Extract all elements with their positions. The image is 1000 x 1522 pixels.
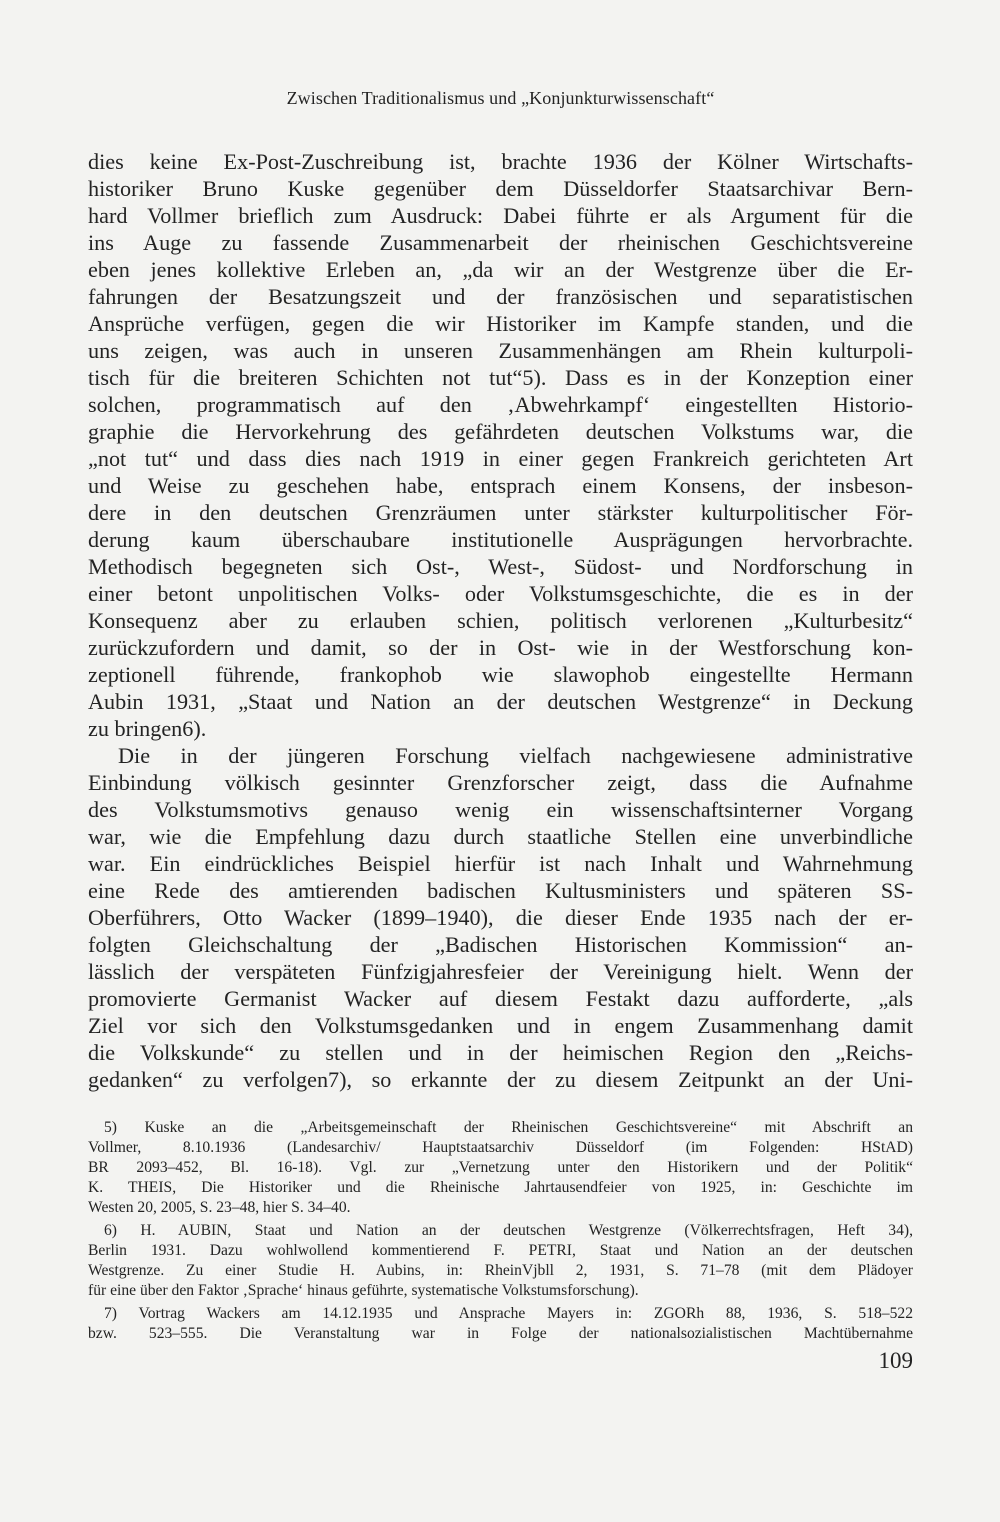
footnote-line: Vollmer, 8.10.1936 (Landesarchiv/ Hauptstaatsarchiv Düsseldorf (im Folgenden: HStAD) bbox=[88, 1139, 913, 1156]
body-line: dies keine Ex-Post-Zuschreibung ist, brachte 1936 der Kölner Wirtschafts- bbox=[88, 149, 913, 174]
body-line: eine Rede des amtierenden badischen Kultusministers und späteren SS- bbox=[88, 878, 913, 903]
footnote-line: Westgrenze. Zu einer Studie H. Aubins, in: RheinVjbll 2, 1931, S. 71–78 (mit dem Plädoyer bbox=[88, 1262, 913, 1279]
body-line: uns zeigen, was auch in unseren Zusammenhängen am Rhein kulturpoli- bbox=[88, 338, 913, 363]
body-line: war, wie die Empfehlung dazu durch staatliche Stellen eine unverbindliche bbox=[88, 824, 913, 849]
body-line: ins Auge zu fassende Zusammenarbeit der rheinischen Geschichtsvereine bbox=[88, 230, 913, 255]
body-line: zeptionell führende, frankophob wie slawophob eingestellte Hermann bbox=[88, 662, 913, 687]
body-line: hard Vollmer brieflich zum Ausdruck: Dabei führte er als Argument für die bbox=[88, 203, 913, 228]
footnote-line: Berlin 1931. Dazu wohlwollend kommentierend F. PETRI, Staat und Nation an der deutschen bbox=[88, 1242, 913, 1259]
paragraph-start-line: Die in der jüngeren Forschung vielfach nachgewiesene administrative bbox=[118, 743, 913, 768]
body-line: und Weise zu geschehen habe, entsprach einem Konsens, der insbeson- bbox=[88, 473, 913, 498]
body-line: promovierte Germanist Wacker auf diesem Festakt dazu aufforderte, „als bbox=[88, 986, 913, 1011]
body-line: Aubin 1931, „Staat und Nation an der deutschen Westgrenze“ in Deckung bbox=[88, 689, 913, 714]
body-line: historiker Bruno Kuske gegenüber dem Düsseldorfer Staatsarchivar Bern- bbox=[88, 176, 913, 201]
body-line: einer betont unpolitischen Volks- oder Volkstumsgeschichte, die es in der bbox=[88, 581, 913, 606]
body-line: Ansprüche verfügen, gegen die wir Historiker im Kampfe standen, und die bbox=[88, 311, 913, 336]
body-line: folgten Gleichschaltung der „Badischen Historischen Kommission“ an- bbox=[88, 932, 913, 957]
body-line: Konsequenz aber zu erlauben schien, politisch verlorenen „Kulturbesitz“ bbox=[88, 608, 913, 633]
body-line: Einbindung völkisch gesinnter Grenzforscher zeigt, dass die Aufnahme bbox=[88, 770, 913, 795]
body-line: des Volkstumsmotivs genauso wenig ein wissenschaftsinterner Vorgang bbox=[88, 797, 913, 822]
body-line: Ziel vor sich den Volkstumsgedanken und in engem Zusammenhang damit bbox=[88, 1013, 913, 1038]
body-line: tisch für die breiteren Schichten not tut“5). Dass es in der Konzeption einer bbox=[88, 365, 913, 390]
body-line: fahrungen der Besatzungszeit und der französischen und separatistischen bbox=[88, 284, 913, 309]
body-line: gedanken“ zu verfolgen7), so erkannte der zu diesem Zeitpunkt an der Uni- bbox=[88, 1067, 913, 1092]
footnote-line: K. THEIS, Die Historiker und die Rheinische Jahrtausendfeier von 1925, in: Geschichte im bbox=[88, 1179, 913, 1196]
body-line: derung kaum überschaubare institutionelle Ausprägungen hervorbrachte. bbox=[88, 527, 913, 552]
body-line: zurückzufordern und damit, so der in Ost- wie in der Westforschung kon- bbox=[88, 635, 913, 660]
body-line: zu bringen6). bbox=[88, 716, 207, 741]
body-line: solchen, programmatisch auf den ‚Abwehrkampf‘ eingestellten Historio- bbox=[88, 392, 913, 417]
body-line: Oberführers, Otto Wacker (1899–1940), die dieser Ende 1935 nach der er- bbox=[88, 905, 913, 930]
footnote-line: bzw. 523–555. Die Veranstaltung war in Folge der nationalsozialistischen Machtübernahme bbox=[88, 1325, 913, 1342]
footnote-6: 6) H. AUBIN, Staat und Nation an der deutschen Westgrenze (Völkerrechtsfragen, Heft 34), bbox=[104, 1222, 913, 1239]
footnote-7: 7) Vortrag Wackers am 14.12.1935 und Ansprache Mayers in: ZGORh 88, 1936, S. 518–522 bbox=[104, 1305, 913, 1322]
body-line: eben jenes kollektive Erleben an, „da wir an der Westgrenze über die Er- bbox=[88, 257, 913, 282]
body-line: graphie die Hervorkehrung des gefährdeten deutschen Volkstums war, die bbox=[88, 419, 913, 444]
footnote-5: 5) Kuske an die „Arbeitsgemeinschaft der Rheinischen Geschichtsvereine“ mit Abschrift an bbox=[104, 1119, 913, 1136]
footnote-line: BR 2093–452, Bl. 16-18). Vgl. zur „Vernetzung unter den Historikern und der Politik“ bbox=[88, 1159, 913, 1176]
running-head: Zwischen Traditionalismus und „Konjunkturwissenschaft“ bbox=[286, 88, 715, 108]
footnote-line: Westen 20, 2005, S. 23–48, hier S. 34–40. bbox=[88, 1199, 351, 1216]
body-line: lässlich der verspäteten Fünfzigjahresfeier der Vereinigung hielt. Wenn der bbox=[88, 959, 913, 984]
body-line: Methodisch begegneten sich Ost-, West-, Südost- und Nordforschung in bbox=[88, 554, 913, 579]
body-line: „not tut“ und dass dies nach 1919 in einer gegen Frankreich gerichteten Art bbox=[88, 446, 913, 471]
page-number: 109 bbox=[878, 1348, 913, 1373]
body-line: dere in den deutschen Grenzräumen unter stärkster kulturpolitischer För- bbox=[88, 500, 913, 525]
body-line: war. Ein eindrückliches Beispiel hierfür ist nach Inhalt und Wahrnehmung bbox=[88, 851, 913, 876]
body-line: die Volkskunde“ zu stellen und in der heimischen Region den „Reichs- bbox=[88, 1040, 913, 1065]
footnote-line: für eine über den Faktor ‚Sprache‘ hinaus geführte, systematische Volkstumsforschung). bbox=[88, 1282, 639, 1299]
